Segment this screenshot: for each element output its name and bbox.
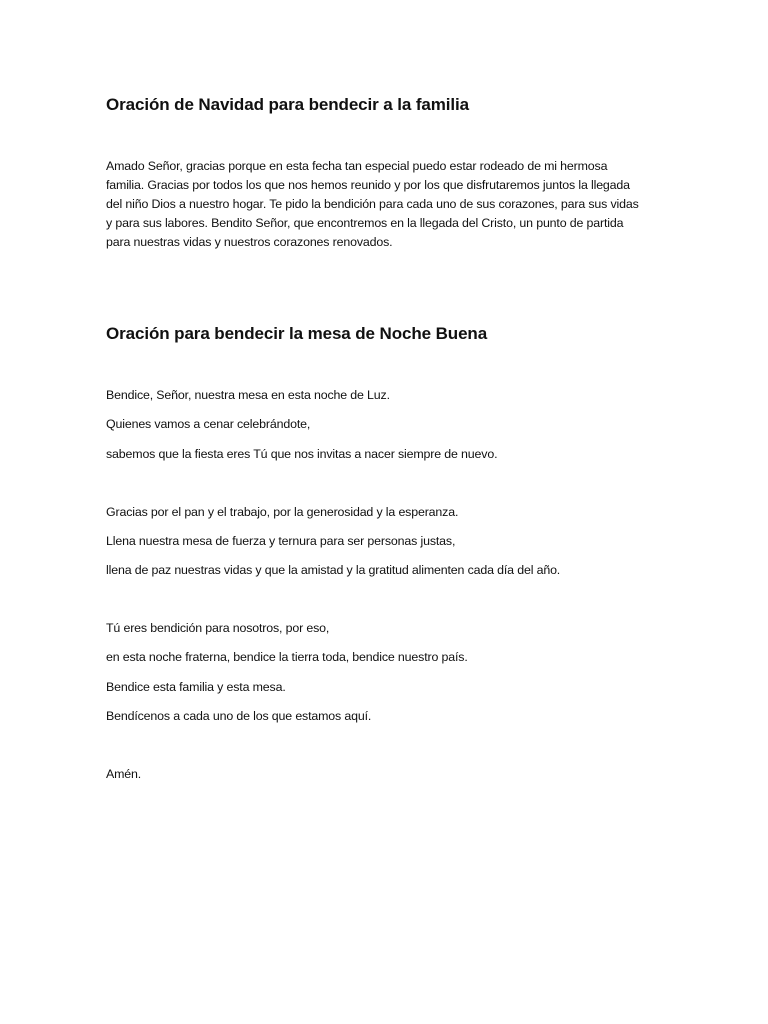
prayer-line: sabemos que la fiesta eres Tú que nos invitas a nacer siempre de nuevo. <box>106 447 498 461</box>
prayer-line: llena de paz nuestras vidas y que la amistad y la gratitud alimenten cada día del año. <box>106 563 561 577</box>
section-1-paragraph <box>106 157 666 252</box>
prayer-line: Bendice esta familia y esta mesa. <box>106 680 286 694</box>
section-1-title: Oración de Navidad para bendecir a la familia <box>106 95 470 114</box>
prayer-line: Quienes vamos a cenar celebrándote, <box>106 417 311 431</box>
paragraph-line: del niño Dios a nuestro hogar. Te pido la bendición para cada uno de sus corazones, para sus vidas <box>106 197 639 211</box>
prayer-line: Tú eres bendición para nosotros, por eso, <box>106 621 330 635</box>
prayer-line: en esta noche fraterna, bendice la tierra toda, bendice nuestro país. <box>106 650 468 664</box>
prayer-closing: Amén. <box>106 767 142 781</box>
prayer-line: Bendice, Señor, nuestra mesa en esta noche de Luz. <box>106 388 390 402</box>
paragraph-line: y para sus labores. Bendito Señor, que encontremos en la llegada del Cristo, un punto de partida <box>106 216 624 230</box>
paragraph-line: Amado Señor, gracias porque en esta fecha tan especial puedo estar rodeado de mi hermosa <box>106 159 608 173</box>
prayer-line: Llena nuestra mesa de fuerza y ternura para ser personas justas, <box>106 534 456 548</box>
prayer-line: Bendícenos a cada uno de los que estamos aquí. <box>106 709 372 723</box>
prayer-line: Gracias por el pan y el trabajo, por la generosidad y la esperanza. <box>106 505 459 519</box>
section-2-title: Oración para bendecir la mesa de Noche Buena <box>106 324 488 343</box>
paragraph-line: familia. Gracias por todos los que nos hemos reunido y por los que disfrutaremos juntos la llegada <box>106 178 630 192</box>
paragraph-line: para nuestras vidas y nuestros corazones renovados. <box>106 235 393 249</box>
